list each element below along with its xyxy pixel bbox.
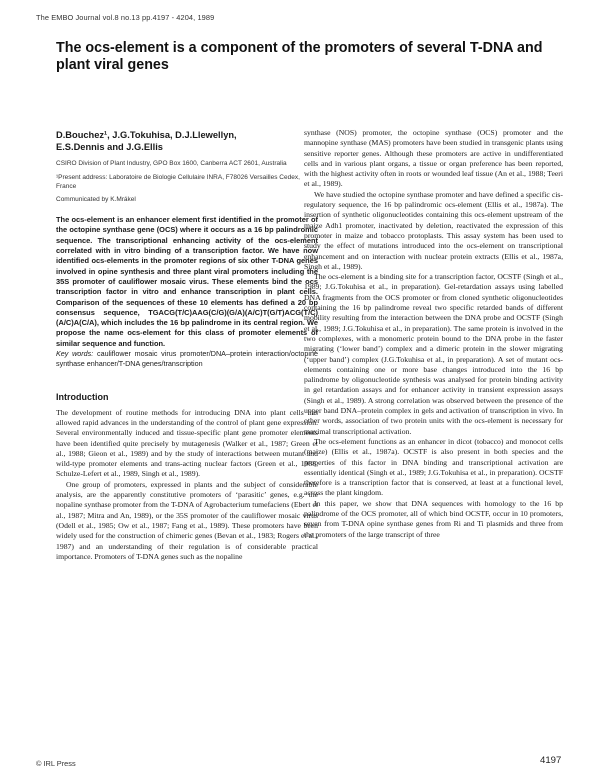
authors-line-1: D.Bouchez¹, J.G.Tokuhisa, D.J.Llewellyn,	[56, 130, 237, 140]
affiliation: CSIRO Division of Plant Industry, GPO Box 1600, Canberra ACT 2601, Australia	[56, 160, 287, 167]
introduction-heading: Introduction	[56, 391, 109, 402]
keywords	[56, 349, 318, 370]
abstract: The ocs-element is an enhancer element first identified in the promoter of the octopine synthase gene (OCS) where it occurs as a 16 bp palindromic sequence. The transcriptional enhancing activity of the ocs-element correlated with in vitro binding of a transcription factor. We have now identified ocs-elements in the promoter regions of six other T-DNA genes involved in opine synthesis and three plant viral promoters including the 35S promoter of cauliflower mosaic virus. These elements bind the ocs transcription factor in vitro and enhance transcription in plant cells. Comparison of the sequences of these 10 elements has defined a 20 bp consensus sequence, TGACG(T/C)AAG(C/G)(G/A)(A/C)T(G/T)ACG(T/C)(A/C)A(C/A), which includes the 16 bp palindrome in its central region. We propose the name ocs-element for this class of promoter elements of similar sequence and function.	[56, 215, 318, 348]
communicated-by: Communicated by K.Mrákel	[56, 196, 136, 204]
right-paragraph-5: In this paper, we show that DNA sequences with homology to the 16 bp palindrome of the OCS promoter, all of which bind OCSTF, occur in 10 promoters, seven from T-DNA opine synthase genes from Ri and Ti plasmids and three from the promoters of the large transcript of three	[304, 498, 563, 539]
authors-line-2: E.S.Dennis and J.G.Ellis	[56, 142, 163, 152]
authors	[56, 129, 318, 153]
intro-paragraph-1: The development of routine methods for introducing DNA into plant cells has allowed rapid advances in the understanding of the control of plant gene expression. Several environmentally induced and tissue-specific plant gene promoter elements have been identified quite precisely by mutagenesis (Walker et al., 1987; Green et al., 1988; Gieon et al., 1989) and by the study of interactions between mutant and wild-type promoter elements and trans-acting nuclear factors (Green et al., 1988, Schulze-Lefert et al., 1989, Singh et al., 1989).	[56, 407, 318, 479]
journal-header: The EMBO Journal vol.8 no.13 pp.4197 - 4204, 1989	[36, 13, 215, 22]
keywords-label: Key words:	[56, 349, 94, 359]
keywords-text: cauliflower mosaic virus promoter/DNA–protein interaction/octopine synthase enhancer/T-DNA genes/transcription	[56, 349, 318, 369]
page-number: 4197	[540, 755, 562, 766]
right-paragraph-1: synthase (NOS) promoter, the octopine synthase (OCS) promoter and the mannopine synthase (MAS) promoters have been studied in transgenic plants using sensitive reporter genes. Although these promoters are active in undifferentiated cells and in various plant organs, a tissue or organ preference has been reported, with the highest activity often in roots or wounded leaf tissue (An et al., 1988; Teeri et al., 1989).	[304, 128, 563, 189]
right-paragraph-2: We have studied the octopine synthase promoter and have defined a specific cis-regulatory sequence, the 16 bp palindromic ocs-element (Ellis et al., 1987a). The insertion of synthetic oligonucleotides containing this ocs-element upstream of the maize Adh1 promoter, inactivated by deletion, reactivated the expression of this promoter in maize and tobacco protoplasts. This assay system has been used to study the effect of mutations introduced into the ocs-element on transcriptional enhancement and on interaction with nuclear protein extracts (Ellis et al., 1987a, Singh et al., 1989).	[304, 189, 563, 271]
left-column	[56, 124, 318, 562]
paper-title: The ocs-element is a component of the promoters of several T-DNA and plant viral genes	[56, 40, 543, 73]
right-paragraph-4: The ocs-element functions as an enhancer in dicot (tobacco) and monocot cells (maize) (Ellis et al., 1987a). OCSTF is also present in both species and the properties of this factor in DNA binding and transcriptional activation are essentially identical (Singh et al., 1989; J.G.Tokuhisa et al., in preparation). OCSTF therefore is a transcription factor that is conserved, at least at a functional level, across the plant kingdom.	[304, 436, 563, 498]
publisher-footer: © IRL Press	[36, 759, 76, 768]
present-address: ¹Present address: Laboratoire de Biologie Cellulaire INRA, F78026 Versailles Cedex, France	[56, 173, 300, 190]
right-paragraph-3: The ocs-element is a binding site for a transcription factor, OCSTF (Singh et al., 1989; J.G.Tokuhisa et al., in preparation). Gel-retardation assays using labelled DNA fragments from the OCS promoter or from cloned synthetic oligonucleotides containing the 16 bp palindrome reveal two specific retarded bands of different mobility resulting from the interaction between the DNA probe and OCSTF (Singh et al., 1989; J.G.Tokuhisa et al., in preparation). The same protein is involved in the two complexes, with a monomeric protein bound to the DNA probe in the faster migrating (‘lower band’) complex and a dimeric protein in the slower migrating (‘upper band’) complex (J.G.Tokuhisa et al., in preparation). A set of mutant ocs-elements containing one or more base changes introduced into the 16 bp palindrome by oligonucleotide synthesis was analysed for protein binding activity in gel retardation assays and for enhancer activity in transient expression assays (Singh et al., 1989). A strong correlation was observed between the presence of the upper band DNA–protein complex in gels and activation of transcription in vivo. In other words, association of two protein units with the ocs-element is necessary for maximal transcriptional activation.	[304, 272, 563, 436]
right-column	[304, 128, 563, 540]
intro-paragraph-2: One group of promoters, expressed in plants and the subject of considerable analysis, are the apparently constitutive promoters of ‘parasitic’ genes, e.g. the nopaline synthase promoter from the T-DNA of Agrobacterium tumefaciens (Ebert et al., 1987; Mitra and An, 1989), or the 35S promoter of the cauliflower mosaic virus (Odell et al., 1985; Ow et al., 1987; Fang et al., 1989). These promoters have been widely used for the construction of chimeric genes (Bevan et al., 1983; Rogers et al., 1987) and an understanding of their regulation is of considerable practical importance. Promoters of T-DNA genes such as the nopaline	[56, 479, 318, 561]
